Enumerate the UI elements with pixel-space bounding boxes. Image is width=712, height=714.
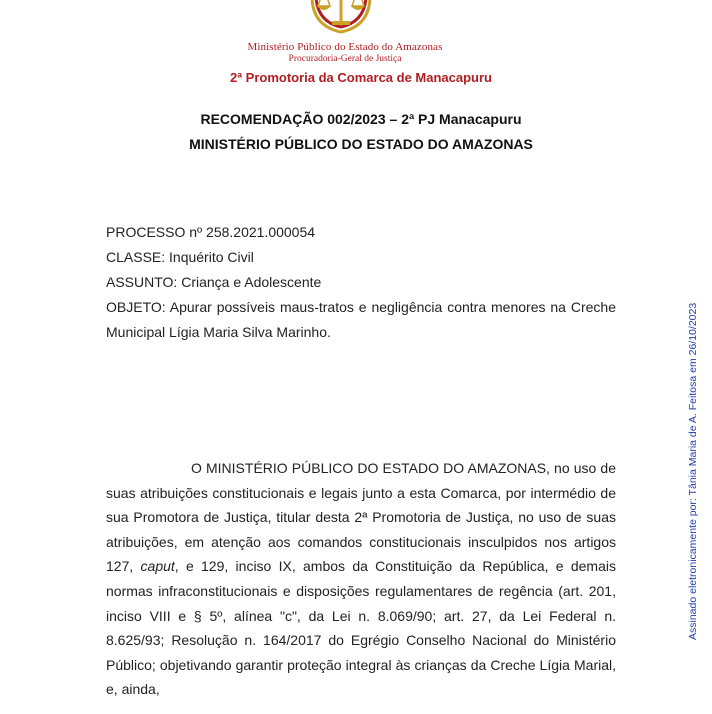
institution-subtitle: Procuradoria-Geral de Justiça (288, 54, 402, 64)
document-title: RECOMENDAÇÃO 002/2023 – 2ª PJ Manacapuru (200, 111, 522, 127)
classe-field: CLASSE: Inquérito Civil (106, 249, 254, 265)
institution-logo-icon (306, 0, 376, 38)
objeto-field: OBJETO: Apurar possíveis maus-tratos e negligência contra menores na Creche Municipal Lígia Maria Silva Marinho. (106, 299, 616, 340)
body-paragraph (106, 456, 616, 702)
document-subtitle: MINISTÉRIO PÚBLICO DO ESTADO DO AMAZONAS (189, 136, 533, 152)
body-text-part1: O MINISTÉRIO PÚBLICO DO ESTADO DO AMAZONAS, no uso de suas atribuições constitucionais e legais junto a esta Comarca, por intermédio de sua Promotora de Justiça, titular desta 2ª Promotoria de Justiça, no uso de suas atribuições, em atenção aos comandos constitucionais insculpidos nos artigos 127, (106, 460, 616, 575)
institution-name: Ministério Público do Estado do Amazonas (247, 41, 443, 53)
processo-field: PROCESSO nº 258.2021.000054 (106, 224, 316, 240)
promotoria-name: 2ª Promotoria da Comarca de Manacapuru (230, 70, 492, 85)
body-text-italic: caput (140, 558, 175, 575)
body-text-part2: , e 129, inciso IX, ambos da Constituição da República, e demais normas infraconstitucionais e disposições regulamentares de regência (art. 201, inciso VIII e § 5º, alínea "c", da Lei n. 8.069/90; art. 27, da Lei Federal n. 8.625/93; Resolução n. 164/2017 do Egrégio Conselho Nacional do Ministério Público; objetivando garantir proteção integral às crianças da Creche Lígia Marial, e, ainda, (106, 558, 616, 698)
electronic-signature: Assinado eletronicamente por: Tânia Maria de A. Feitosa em 26/10/2023 (687, 302, 699, 640)
assunto-field: ASSUNTO: Criança e Adolescente (106, 274, 322, 290)
